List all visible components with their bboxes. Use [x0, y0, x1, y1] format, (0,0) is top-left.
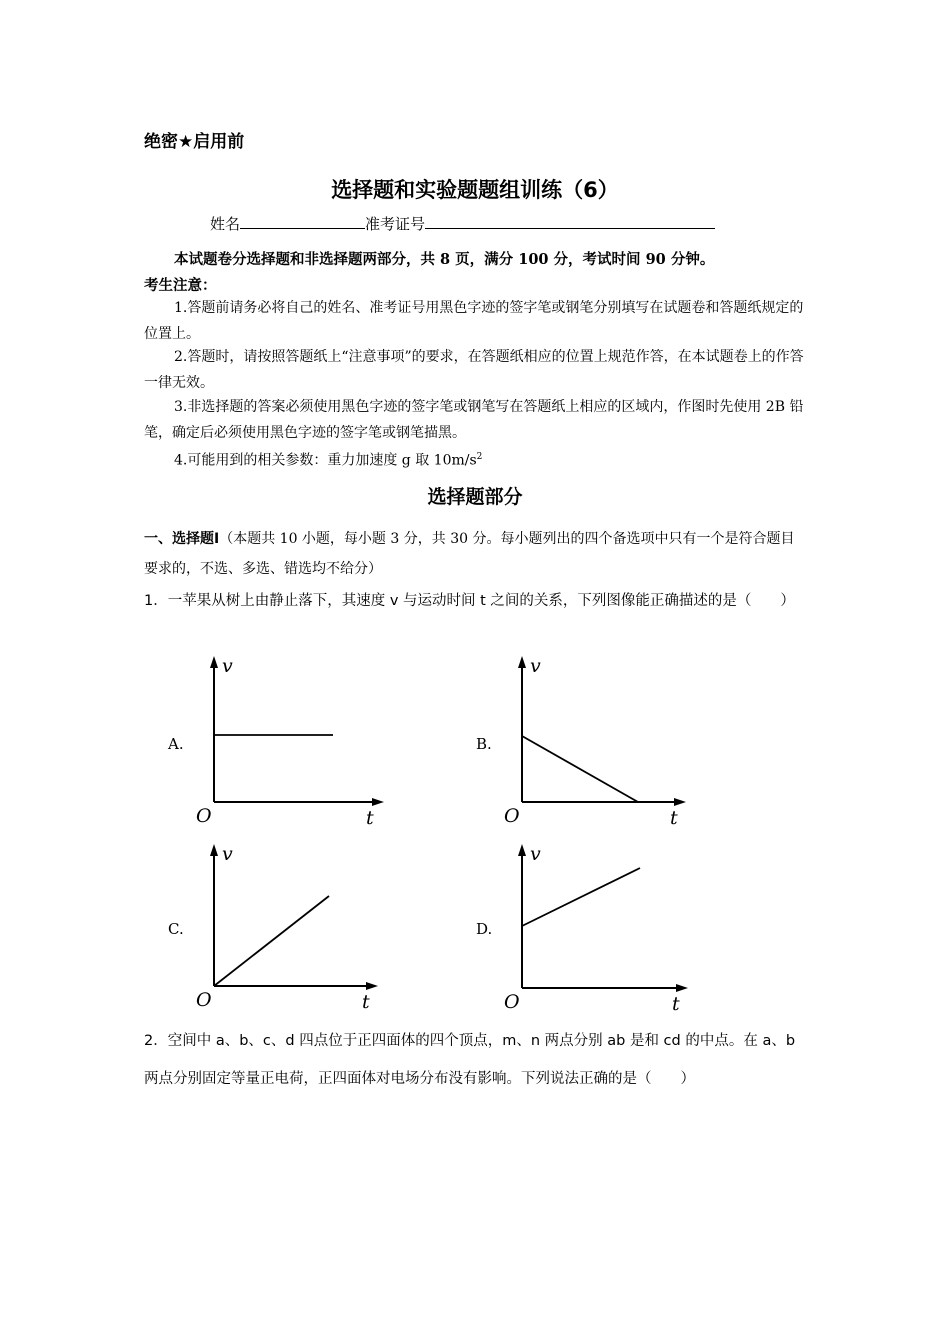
question-1-text: 1．一苹果从树上由静止落下，其速度 v 与运动时间 t 之间的关系，下列图像能正确描述的是（ ）	[144, 593, 795, 609]
option-c-y-label: v	[222, 843, 233, 865]
notice-item-1: 1.答题前请务必将自己的姓名、准考证号用黑色字迹的签字笔或钢笔分别填写在试题卷和答题纸规定的位置上。	[144, 300, 804, 342]
option-b-graph	[498, 652, 698, 832]
part1-header	[144, 524, 808, 584]
exam-id-label: 准考证号	[365, 215, 426, 233]
option-a-y-label: v	[222, 655, 233, 677]
notice-title: 考生注意：	[144, 277, 217, 294]
part1-heading: 一、选择题Ⅰ	[144, 531, 220, 547]
name-label: 姓名	[210, 215, 241, 233]
option-c-origin: O	[196, 989, 212, 1011]
option-a-graph	[190, 652, 390, 832]
option-b-origin: O	[504, 805, 520, 827]
question-2-text: 2．空间中 a、b、c、d 四点位于正四面体的四个顶点，m、n 两点分别 ab 是和 cd 的中点。在 a、b 两点分别固定等量正电荷，正四面体对电场分布没有影响。下列说法正确的是（ ）	[144, 1033, 796, 1087]
option-b-label: B.	[476, 735, 492, 753]
option-c-graph	[190, 838, 390, 1018]
option-a-x-label: t	[366, 807, 374, 829]
notice-item-2: 2.答题时，请按照答题纸上“注意事项”的要求，在答题纸相应的位置上规范作答，在本试题卷上的作答一律无效。	[144, 349, 804, 391]
notice-item-4-text: 4.可能用到的相关参数：重力加速度 g 取 10m/s	[174, 452, 477, 469]
part1-desc: （本题共 10 小题，每小题 3 分，共 30 分。每小题列出的四个备选项中只有一个是符合题目要求的，不选、多选、错选均不给分）	[144, 531, 795, 577]
option-c-label: C.	[168, 920, 184, 938]
option-d-y-label: v	[530, 843, 541, 865]
page-title: 选择题和实验题题组训练（6）	[331, 178, 619, 202]
option-b-x-label: t	[670, 807, 678, 829]
notice-item-4	[144, 444, 806, 474]
option-c-x-label: t	[362, 991, 370, 1013]
name-field[interactable]	[240, 213, 365, 229]
option-a-origin: O	[196, 805, 212, 827]
option-a-label: A.	[168, 735, 184, 753]
option-c-line	[214, 896, 329, 986]
option-b-line	[522, 736, 638, 802]
exam-id-field[interactable]	[425, 213, 715, 229]
section-title: 选择题部分	[427, 486, 523, 508]
option-d-graph	[498, 838, 698, 1018]
option-b-y-label: v	[530, 655, 541, 677]
exam-intro: 本试题卷分选择题和非选择题两部分，共 8 页，满分 100 分，考试时间 90 分钟。	[174, 251, 715, 268]
confidential-label: 绝密★启用前	[144, 132, 245, 152]
option-d-label: D.	[476, 920, 493, 938]
option-d-line	[522, 868, 640, 926]
option-d-x-label: t	[672, 993, 680, 1015]
name-line	[210, 213, 715, 234]
notice-item-4-sup: 2	[476, 452, 483, 462]
notice-item-3: 3.非选择题的答案必须使用黑色字迹的签字笔或钢笔写在答题纸上相应的区域内，作图时先使用 2B 铅笔，确定后必须使用黑色字迹的签字笔或钢笔描黑。	[144, 399, 804, 441]
option-d-origin: O	[504, 991, 520, 1013]
